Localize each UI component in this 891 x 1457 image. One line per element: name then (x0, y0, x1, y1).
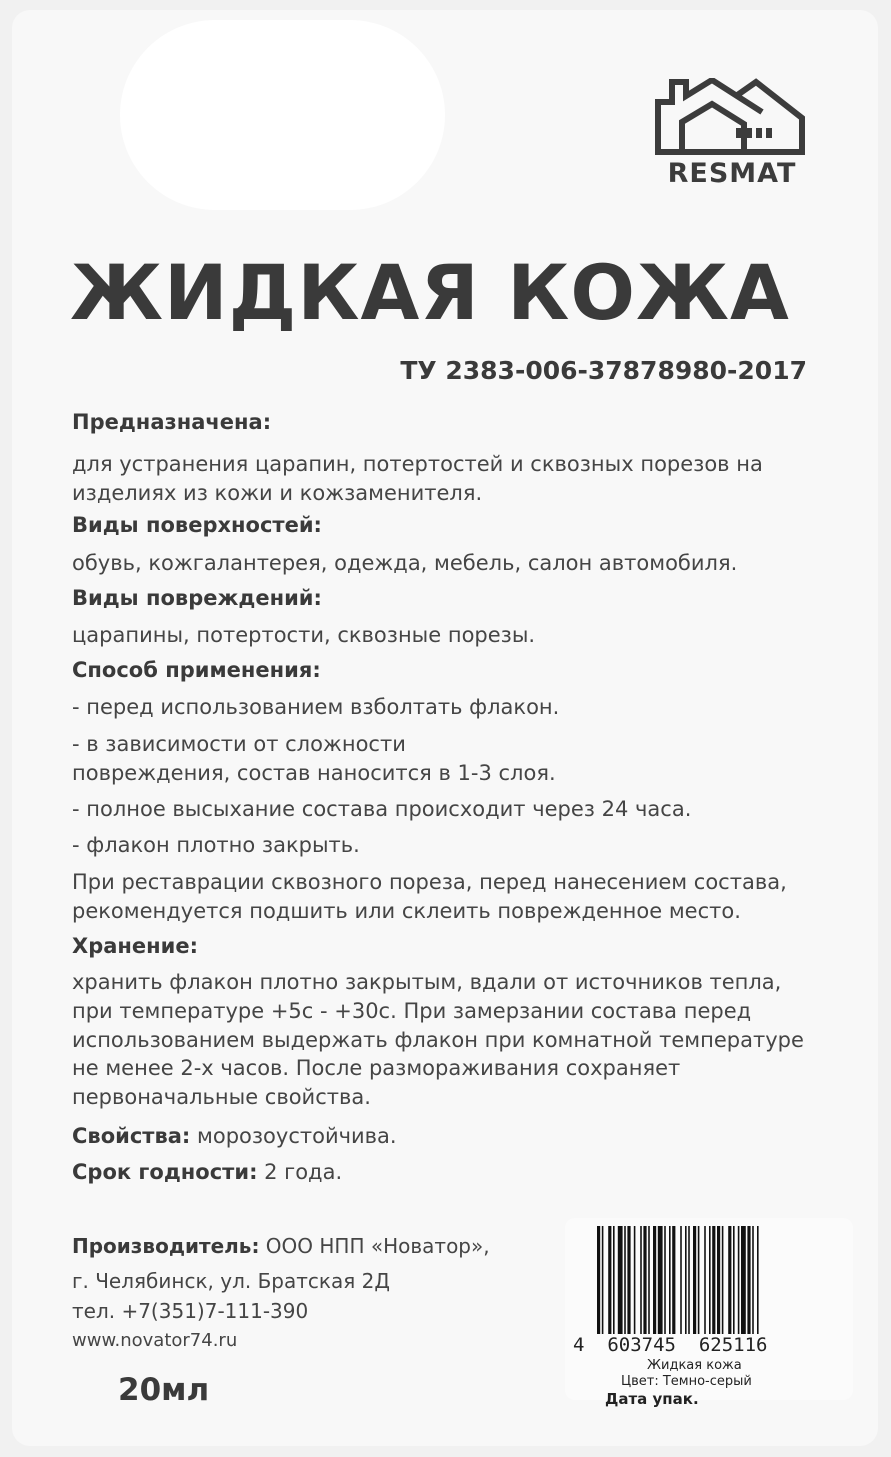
shelf-life-label: Срок годности: (72, 1160, 258, 1184)
surfaces-heading: Виды поверхностей: (72, 513, 322, 537)
method-step-3: - полное высыхание состава происходит через 24 часа. (72, 797, 692, 821)
sticker-date-label: Дата упак. (605, 1390, 699, 1408)
brand-logo (652, 78, 812, 198)
purpose-text-2: изделиях из кожи и кожзаменителя. (72, 481, 483, 505)
storage-text-5: первоначальные свойства. (72, 1085, 371, 1109)
properties-value: морозоустойчива. (190, 1124, 397, 1148)
properties-line (72, 1124, 397, 1148)
manufacturer-line (72, 1234, 490, 1258)
storage-text-2: при температуре +5с - +30с. При замерзании состава перед (72, 999, 752, 1023)
hang-hole (120, 20, 445, 210)
repair-text-2: рекомендуется подшить или склеить поврежденное место. (72, 899, 741, 923)
tu-standard: ТУ 2383-006-37878980-2017 (400, 356, 807, 385)
method-step-2a: - в зависимости от сложности (72, 732, 406, 756)
storage-text-3: использованием выдержать флакон при комнатной температуре (72, 1028, 804, 1052)
storage-text-4: не менее 2-х часов. После размораживания сохраняет (72, 1056, 681, 1080)
repair-text-1: При реставрации сквозного пореза, перед нанесением состава, (72, 870, 787, 894)
sticker-product: Жидкая кожа (647, 1358, 742, 1373)
barcode-sticker (565, 1218, 853, 1408)
manufacturer-label: Производитель: (72, 1234, 260, 1258)
barcode-graphic (597, 1226, 821, 1334)
sticker-color: Цвет: Темно-серый (621, 1374, 752, 1389)
method-heading: Способ применения: (72, 658, 321, 682)
shelf-life-line (72, 1160, 342, 1184)
purpose-text-1: для устранения царапин, потертостей и сквозных порезов на (72, 452, 763, 476)
manufacturer-phone: тел. +7(351)7-111-390 (72, 1299, 309, 1323)
method-step-4: - флакон плотно закрыть. (72, 833, 360, 857)
manufacturer-name: ООО НПП «Новатор», (259, 1234, 490, 1258)
product-title: ЖИДКАЯ КОЖА (70, 248, 790, 337)
manufacturer-website: www.novator74.ru (72, 1330, 238, 1351)
volume-label: 20мл (118, 1372, 210, 1408)
surfaces-text: обувь, кожгалантерея, одежда, мебель, салон автомобиля. (72, 551, 738, 575)
storage-heading: Хранение: (72, 934, 199, 958)
damage-heading: Виды повреждений: (72, 586, 322, 610)
method-step-2b: повреждения, состав наносится в 1-3 слоя. (72, 761, 556, 785)
purpose-heading: Предназначена: (72, 410, 272, 434)
manufacturer-address: г. Челябинск, ул. Братская 2Д (72, 1269, 390, 1293)
shelf-life-value: 2 года. (257, 1160, 343, 1184)
damage-text: царапины, потертости, сквозные порезы. (72, 623, 536, 647)
storage-text-1: хранить флакон плотно закрытым, вдали от источников тепла, (72, 970, 782, 994)
brand-name: RESMAT (667, 158, 797, 189)
house-icon (652, 78, 812, 156)
barcode-digits: 4 603745 625116 (573, 1334, 768, 1356)
properties-label: Свойства: (72, 1124, 191, 1148)
method-step-1: - перед использованием взболтать флакон. (72, 695, 560, 719)
